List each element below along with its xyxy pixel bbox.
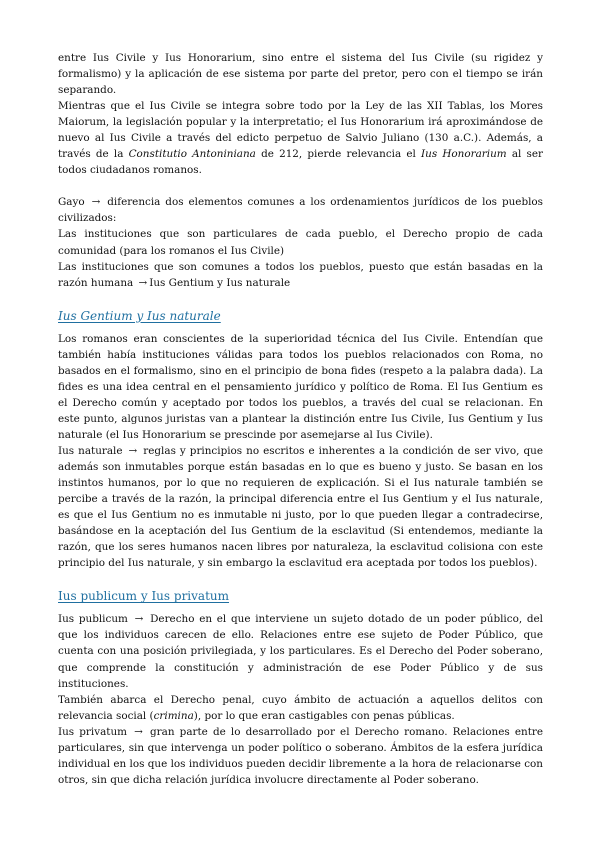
paragraph-ius-privatum: Ius privatum → gran parte de lo desarrollado por el Derecho romano. Relaciones entre particulares, sin que intervenga un poder político o soberano. Ámbitos de la esfera jurídica individual en los que los individuos pueden decidir libremente a la hora de relacionarse con otros, sin que dicha relación jurídica involucre directamente al Poder soberano. (58, 725, 543, 786)
italic-crimina: crimina (153, 709, 194, 722)
paragraph-ius-gentium: Los romanos eran conscientes de la superioridad técnica del Ius Civile. Entendían que también había instituciones válidas para todos los pueblos relacionados con Roma, no basados en el formalismo, sino en el principio de bona fides (respeto a la palabra dada). La fides es una idea central en el pensamiento jurídico y político de Roma. El Ius Gentium es el Derecho común y aceptado por todos los pueblos, a través del cual se relacionan. En este punto, algunos juristas van a plantear la distinción entre Ius Civile, Ius Gentium y Ius naturale (el Ius Honorarium se prescinde por asemejarse al Ius Civile). (58, 332, 543, 441)
paragraph-instituciones-comunes: Las instituciones que son comunes a todos los pueblos, puesto que están basadas en la razón humana → Ius Gentium y Ius naturale (58, 259, 543, 291)
arrow-icon: → (128, 444, 138, 457)
italic-ius-honorarium: Ius Honorarium (421, 148, 507, 161)
arrow-icon: → (138, 276, 148, 289)
paragraph-derecho-penal: También abarca el Derecho penal, cuyo ámbito de actuación a aquellos delitos con relevancia social (crimina), por lo que eran castigables con penas públicas. (58, 693, 543, 722)
heading-ius-gentium: Ius Gentium y Ius naturale (58, 308, 221, 323)
italic-constitutio: Constitutio Antoniniana (128, 148, 256, 161)
arrow-icon: → (134, 613, 144, 626)
paragraph-ius-naturale: Ius naturale → reglas y principios no escritos e inherentes a la condición de ser vivo, que además son inmutables porque están basadas en lo que es bueno y justo. Se basan en los instintos humanos, por lo que no requieren de explicación. Si el Ius naturale también se percibe a través de la razón, la principal diferencia entre el Ius Gentium y el Ius naturale, es que el Ius Gentium no es inmutable ni justo, por lo que pueden llegar a contradecirse, basándose en la aceptación del Ius Gentium de la esclavitud (Si entendemos, mediante la razón, que los seres humanos nacen libres por naturaleza, la esclavitud colisiona con este principio del Ius naturale, y sin embargo la esclavitud era aceptada por todos los pueblos). (58, 444, 543, 570)
paragraph-gayo: Gayo → diferencia dos elementos comunes a los ordenamientos jurídicos de los pueblos civilizados: (58, 196, 544, 225)
heading-ius-publicum: Ius publicum y Ius privatum (58, 589, 230, 604)
paragraph-ius-publicum: Ius publicum → Derecho en el que interviene un sujeto dotado de un poder público, del que los individuos carecen de ello. Relaciones entre ese sujeto de Poder Público, que cuenta con una posición privilegiada, y los particulares. Es el Derecho del Poder soberano, que comprende la constitución y administración de ese Poder Público y de sus instituciones. (58, 613, 543, 690)
paragraph-ius-civile-honorarium: entre Ius Civile y Ius Honorarium, sino entre el sistema del Ius Civile (su rigidez y formalismo) y la aplicación de ese sistema por parte del pretor, pero con el tiempo se irán separando. (58, 52, 543, 97)
paragraph-ius-civile-sources: Mientras que el Ius Civile se integra sobre todo por la Ley de las XII Tablas, los Mores Maiorum, la legislación popular y la interpretatio; el Ius Honorarium irá aproximándose de nuevo al Ius Civile a través del edicto perpetuo de Salvio Juliano (130 a.C.). Además, a través de la Constitutio Antoniniana de 212, pierde relevancia el Ius Honorarium al ser todos ciudadanos romanos. (58, 100, 543, 177)
document-page (58, 50, 543, 788)
arrow-icon: → (91, 196, 101, 209)
paragraph-instituciones-particulares: Las instituciones que son particulares de cada pueblo, el Derecho propio de cada comunidad (para los romanos el Ius Civile) (58, 228, 543, 257)
arrow-icon: → (134, 725, 143, 738)
